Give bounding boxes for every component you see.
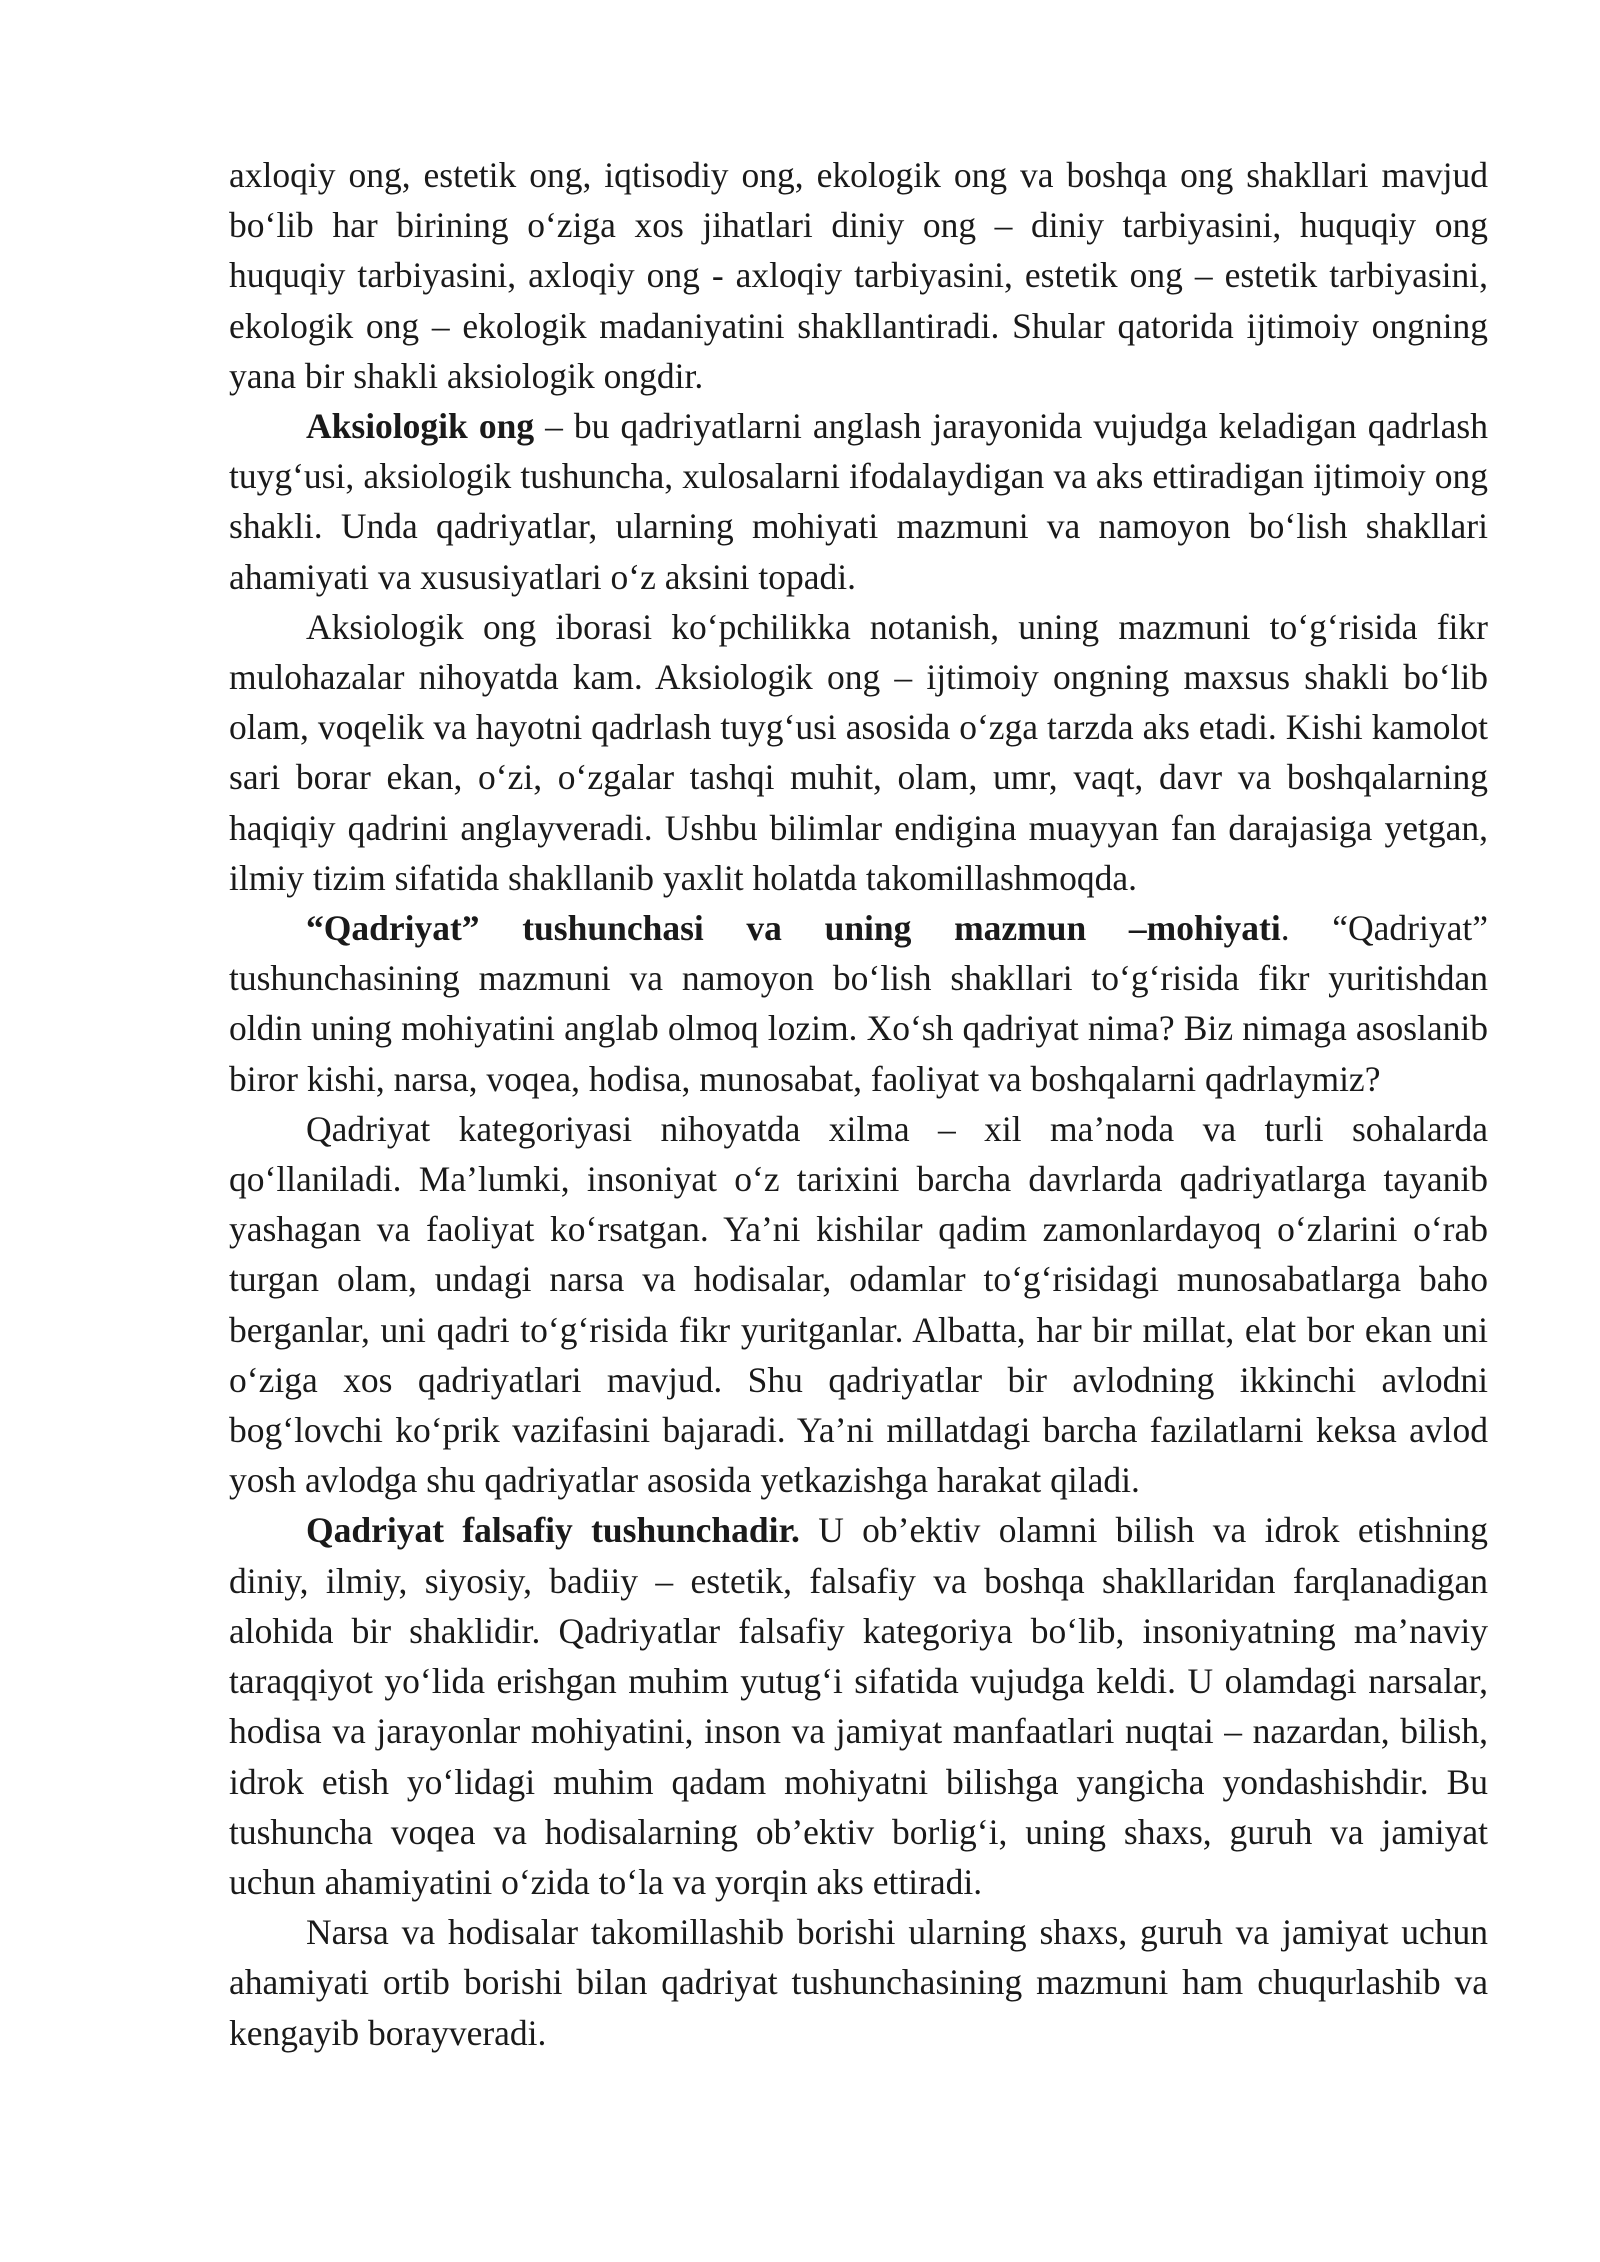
paragraph-text: Qadriyat kategoriyasi nihoyatda xilma – xil ma’noda va turli sohalarda qo‘llaniladi. Ma’lumki, insoniyat o‘z tarixini barcha davrlarda qadriyatlarga tayanib yashagan va faoliyat ko‘rsatgan. Ya’ni kishilar qadim zamonlardayoq o‘zlarini o‘rab turgan olam, undagi narsa va hodisalar, odamlar to‘g‘risidagi munosabatlarga baho berganlar, uni qadri to‘g‘risida fikr yuritganlar. Albatta, har bir millat, elat bor ekan uni o‘ziga xos qadriyatlari mavjud. Shu qadriyatlar bir avlodning ikkinchi avlodni bog‘lovchi ko‘prik vazifasini bajaradi. Ya’ni millatdagi barcha fazilatlarni keksa avlod yosh avlodga shu qadriyatlar asosida yetkazishga harakat qiladi. [229, 1108, 1488, 1501]
paragraph-text: . “Qadriyat” tushunchasining mazmuni va namoyon bo‘lish shakllari to‘g‘risida fikr yuritishdan oldin uning mohiyatini anglab olmoq lozim. Xo‘sh qadriyat nima? Biz nimaga asoslanib biror kishi, narsa, voqea, hodisa, munosabat, faoliyat va boshqalarni qadrlaymiz? [229, 908, 1488, 1099]
paragraph-value-philosophical [229, 1505, 1488, 1907]
paragraph-text: axloqiy ong, estetik ong, iqtisodiy ong, ekologik ong va boshqa ong shakllari mavjud bo‘lib har birining o‘ziga xos jihatlari diniy ong – diniy tarbiyasini, huquqiy ong huquqiy tarbiyasini, axloqiy ong - axloqiy tarbiyasini, estetik ong – estetik tarbiyasini, ekologik ong – ekologik madaniyatini shakllantiradi. Shular qatorida ijtimoiy ongning yana bir shakli aksiologik ongdir. [229, 155, 1488, 396]
paragraph-axiological-phrase [229, 602, 1488, 903]
paragraph-text: Narsa va hodisalar takomillashib borishi ularning shaxs, guruh va jamiyat uchun ahamiyati ortib borishi bilan qadriyat tushunchasining mazmuni ham chuqurlashib va kengayib borayveradi. [229, 1912, 1488, 2053]
document-page [229, 150, 1488, 2058]
term-heading: Qadriyat falsafiy tushunchadir. [306, 1510, 800, 1551]
term-heading: “Qadriyat” tushunchasi va uning mazmun –mohiyati [306, 908, 1281, 949]
paragraph-value-deepening [229, 1907, 1488, 2058]
paragraph-value-category [229, 1104, 1488, 1506]
paragraph-text: Aksiologik ong iborasi ko‘pchilikka notanish, uning mazmuni to‘g‘risida fikr mulohazalar nihoyatda kam. Aksiologik ong – ijtimoiy ongning maxsus shakli bo‘lib olam, voqelik va hayotni qadrlash tuyg‘usi asosida o‘zga tarzda aks etadi. Kishi kamolot sari borar ekan, o‘zi, o‘zgalar tashqi muhit, olam, umr, vaqt, davr va boshqalarning haqiqiy qadrini anglayveradi. Ushbu bilimlar endigina muayyan fan darajasiga yetgan, ilmiy tizim sifatida shakllanib yaxlit holatda takomillashmoqda. [229, 606, 1488, 898]
paragraph-forms-of-consciousness [229, 150, 1488, 401]
term-heading: Aksiologik ong [306, 406, 535, 447]
paragraph-value-concept [229, 903, 1488, 1104]
paragraph-text: – bu qadriyatlarni anglash jarayonida vujudga keladigan qadrlash tuyg‘usi, aksiologik tushuncha, xulosalarni ifodalaydigan va aks ettiradigan ijtimoiy ong shakli. Unda qadriyatlar, ularning mohiyati mazmuni va namoyon bo‘lish shakllari ahamiyati va xususiyatlari o‘z aksini topadi. [229, 406, 1488, 597]
paragraph-text: U ob’ektiv olamni bilish va idrok etishning diniy, ilmiy, siyosiy, badiiy – estetik, falsafiy va boshqa shakllaridan farqlanadigan alohida bir shaklidir. Qadriyatlar falsafiy kategoriya bo‘lib, insoniyatning ma’naviy taraqqiyot yo‘lida erishgan muhim yutug‘i sifatida vujudga keldi. U olamdagi narsalar, hodisa va jarayonlar mohiyatini, inson va jamiyat manfaatlari nuqtai – nazardan, bilish, idrok etish yo‘lidagi muhim qadam mohiyatni bilishga yangicha yondashishdir. Bu tushuncha voqea va hodisalarning ob’ektiv borlig‘i, uning shaxs, guruh va jamiyat uchun ahamiyatini o‘zida to‘la va yorqin aks ettiradi. [229, 1510, 1488, 1902]
paragraph-axiological-consciousness [229, 401, 1488, 602]
